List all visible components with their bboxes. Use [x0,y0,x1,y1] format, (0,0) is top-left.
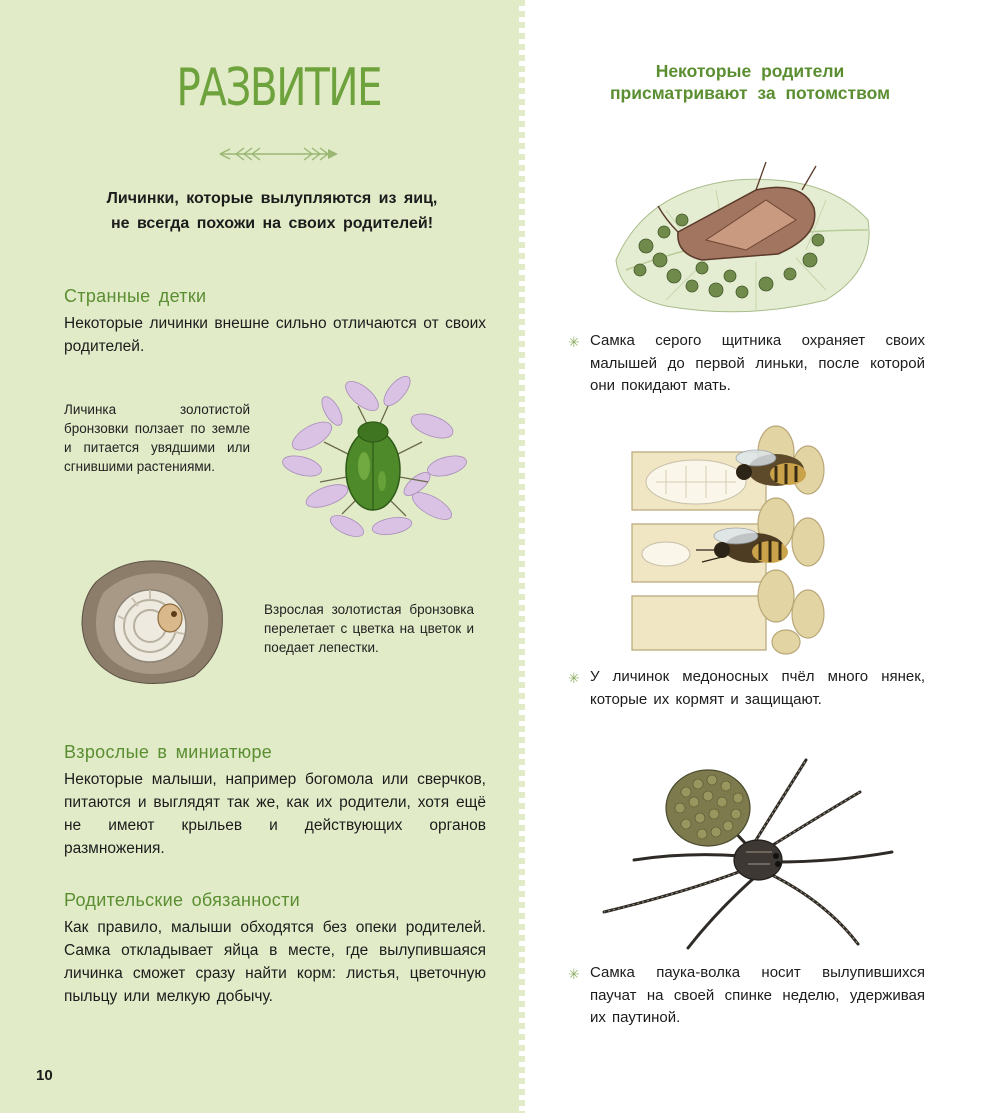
caption-wolf-spider: Самка паука-волка носит вылупившихся паучат на своей спинке неделю, удерживая их паутиной. [590,964,925,1026]
page-number: 10 [36,1067,53,1084]
rose-chafer-beetle-icon [272,366,477,544]
right-heading-line-2: присматривают за потомством [609,83,891,103]
intro-text [62,186,482,236]
honey-bee-comb-icon [626,422,826,656]
heading-miniature-adults: Взрослые в миниатюре [64,742,273,762]
intro-line-1: Личинки, которые вылупляются из яиц, [106,190,438,207]
right-heading-line-1: Некоторые родители [655,61,845,81]
arrow-ornament-icon [216,144,340,164]
wolf-spider-icon [596,752,906,952]
page-title: РАЗВИТИЕ [176,58,382,118]
caption-bees: У личинок медоносных пчёл много нянек, которые их кормят и защищают. [590,668,925,708]
bullet-icon: ✳ [568,966,580,982]
caption-larva: Личинка золотистой бронзовки ползает по земле и питается увядшими или сгнившими растениями. [64,402,250,474]
bullet-icon: ✳ [568,334,580,350]
caption-adult-beetle: Взрослая золотистая бронзовка перелетает с цветка на цветок и поедает лепестки. [264,602,474,655]
bullet-icon: ✳ [568,670,580,686]
right-page-heading [560,60,940,104]
text-strange-kids: Некоторые личинки внешне сильно отличаются от своих родителей. [64,315,486,355]
caption-shield-bug: Самка серого щитника охраняет своих малышей до первой линьки, после которой они покидают мать. [590,332,925,394]
intro-line-2: не всегда похожи на своих родителей! [110,215,434,232]
text-parental-duties: Как правило, малыши обходятся без опеки родителей. Самка откладывает яйца в месте, где вылупившаяся личинка сможет сразу найти корм: листья, цветочную пыльцу или мелкую добычу. [64,919,486,1005]
chafer-larva-icon [76,552,228,690]
shield-bug-icon [606,150,878,318]
heading-strange-kids: Странные детки [64,286,207,306]
heading-parental-duties: Родительские обязанности [64,890,300,910]
text-miniature-adults: Некоторые малыши, например богомола или сверчков, питаются и выглядят так же, как их родители, хотя ещё не имеют крыльев и действующих органов размножения. [64,771,486,857]
